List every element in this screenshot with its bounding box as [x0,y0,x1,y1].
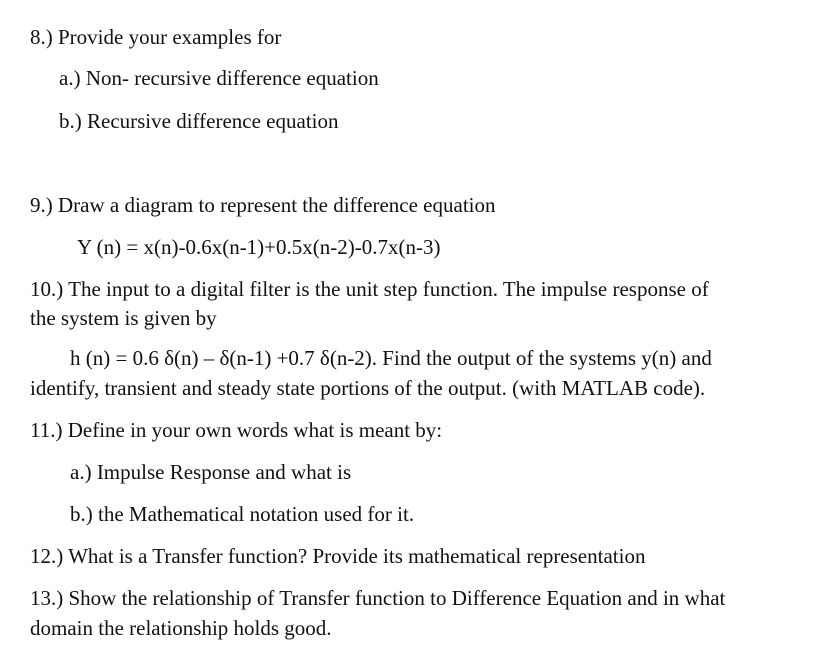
q10-line-2: the system is given by [30,306,217,330]
q11-item-a: a.) Impulse Response and what is [70,460,352,484]
q10-impulse-response: h (n) = 0.6 δ(n) – δ(n-1) +0.7 δ(n-2). Find the output of the systems y(n) and [70,346,712,370]
q13-line-2: domain the relationship holds good. [30,616,332,640]
q13-line-1: 13.) Show the relationship of Transfer function to Difference Equation and in what [30,586,726,610]
q9-equation: Y (n) = x(n)-0.6x(n-1)+0.5x(n-2)-0.7x(n-3) [77,235,441,259]
q10-line-1: 10.) The input to a digital filter is the unit step function. The impulse response of [30,277,709,301]
q11-item-b: b.) the Mathematical notation used for it. [70,502,415,526]
q11-heading: 11.) Define in your own words what is meant by: [30,418,443,442]
q8-item-a: a.) Non- recursive difference equation [59,66,379,90]
q8-item-b: b.) Recursive difference equation [59,109,339,133]
q12-heading: 12.) What is a Transfer function? Provide its mathematical representation [30,544,646,568]
q8-heading: 8.) Provide your examples for [30,25,282,49]
q10-line-4: identify, transient and steady state portions of the output. (with MATLAB code). [30,376,706,400]
q9-heading: 9.) Draw a diagram to represent the difference equation [30,193,496,217]
